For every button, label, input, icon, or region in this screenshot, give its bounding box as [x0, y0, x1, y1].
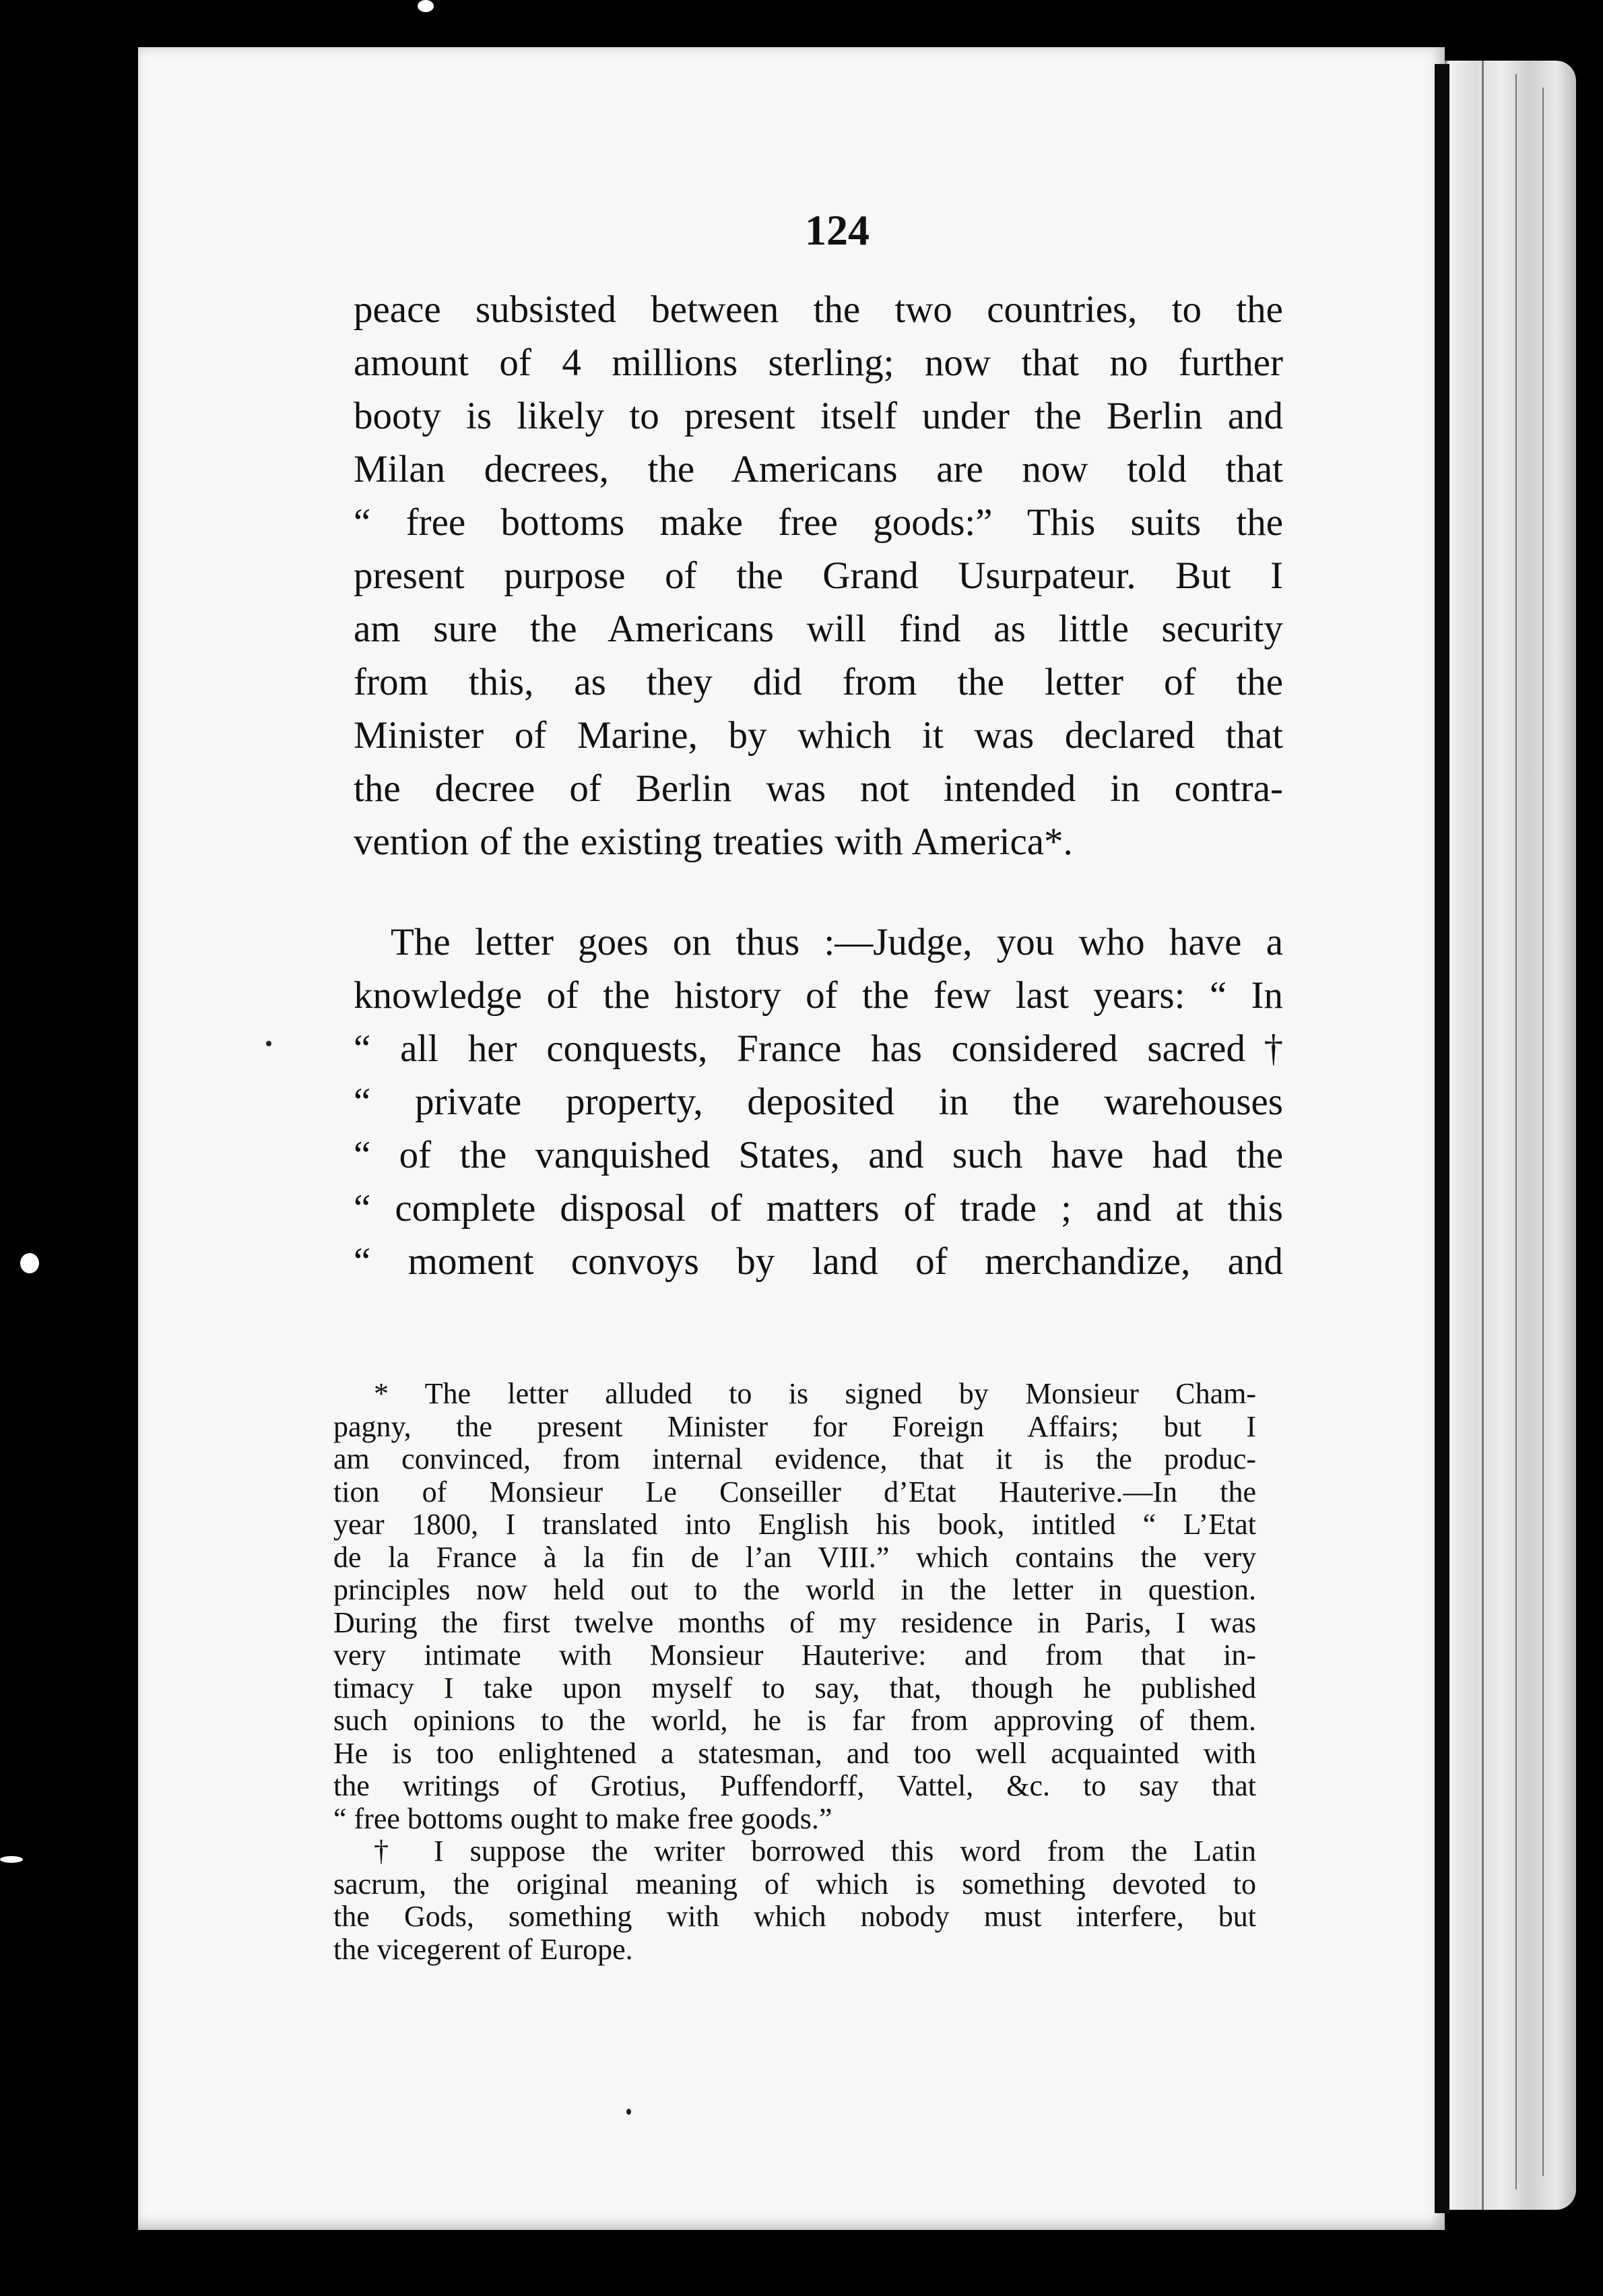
footnote-line: “ free bottoms ought to make free goods.” — [333, 1801, 832, 1835]
text-line: The letter goes on thus :—Judge, you who have a — [391, 921, 1283, 963]
footnote-1 — [333, 1378, 1256, 1835]
text-line: Minister of Marine, by which it was declared that — [354, 714, 1283, 757]
scan-speck — [418, 0, 434, 12]
body-text — [354, 283, 1283, 1288]
text-line: knowledge of the history of the few last years: “ In — [354, 974, 1283, 1017]
page-number: 124 — [805, 206, 870, 254]
text-line: the decree of Berlin was not intended in contra- — [354, 767, 1283, 810]
scan-dot — [266, 1041, 271, 1046]
text-line: “ private property, deposited in the warehouses — [354, 1081, 1283, 1123]
footnotes — [333, 1378, 1256, 1966]
footnote-line: sacrum, the original meaning of which is something devoted to — [333, 1867, 1256, 1901]
footnote-line: † I suppose the writer borrowed this word from the Latin — [374, 1835, 1256, 1868]
footnote-line: timacy I take upon myself to say, that, though he published — [333, 1671, 1256, 1704]
text-line: booty is likely to present itself under the Berlin and — [354, 395, 1283, 437]
text-line: peace subsisted between the two countries, to the — [354, 288, 1283, 331]
scan-dot — [626, 2109, 631, 2115]
footnote-line: * The letter alluded to is signed by Monsieur Cham- — [374, 1377, 1256, 1410]
scan-speck — [20, 1253, 39, 1273]
footnote-line: pagny, the present Minister for Foreign Affairs; but I — [333, 1409, 1256, 1443]
text-line: “ complete disposal of matters of trade ; and at this — [354, 1187, 1283, 1230]
text-line: “ moment convoys by land of merchandize, and — [354, 1240, 1283, 1283]
footnote-line: During the first twelve months of my residence in Paris, I was — [333, 1605, 1256, 1639]
footnote-line: He is too enlightened a statesman, and too well acquainted with — [333, 1736, 1256, 1770]
page-edge-shadow — [1435, 64, 1449, 2213]
text-line: present purpose of the Grand Usurpateur. But I — [354, 554, 1283, 597]
text-line: amount of 4 millions sterling; now that no further — [354, 342, 1283, 384]
text-line: vention of the existing treaties with America*. — [354, 821, 1073, 863]
text-line: “ free bottoms make free goods:” This suits the — [354, 501, 1283, 544]
footnote-line: the Gods, something with which nobody must interfere, but — [333, 1900, 1256, 1933]
text-line: from this, as they did from the letter of the — [354, 661, 1283, 703]
footnote-line: de la France à la fin de l’an VIII.” which contains the very — [333, 1540, 1256, 1574]
footnote-line: the vicegerent of Europe. — [333, 1932, 633, 1966]
footnote-line: tion of Monsieur Le Conseiller d’Etat Hauterive.—In the — [333, 1475, 1256, 1508]
footnote-line: such opinions to the world, he is far from approving of them. — [333, 1704, 1256, 1737]
footnote-line: principles now held out to the world in the letter in question. — [333, 1573, 1256, 1606]
text-line: “ all her conquests, France has considered sacred† — [354, 1027, 1283, 1070]
text-line: “ of the vanquished States, and such have had the — [354, 1134, 1283, 1176]
text-line: Milan decrees, the Americans are now told that — [354, 448, 1283, 490]
paragraph-1 — [354, 283, 1283, 868]
paragraph-2 — [354, 916, 1283, 1288]
footnote-2 — [333, 1835, 1256, 1966]
page-stack-edge — [1441, 61, 1576, 2210]
text-line: am sure the Americans will find as little security — [354, 608, 1283, 650]
footnote-line: year 1800, I translated into English his book, intitled “ L’Etat — [333, 1508, 1256, 1541]
footnote-line: the writings of Grotius, Puffendorff, Vattel, &c. to say that — [333, 1769, 1256, 1802]
scan-speck — [0, 1856, 23, 1863]
footnote-line: very intimate with Monsieur Hauterive: and from that in- — [333, 1638, 1256, 1671]
footnote-line: am convinced, from internal evidence, that it is the produc- — [333, 1442, 1256, 1475]
